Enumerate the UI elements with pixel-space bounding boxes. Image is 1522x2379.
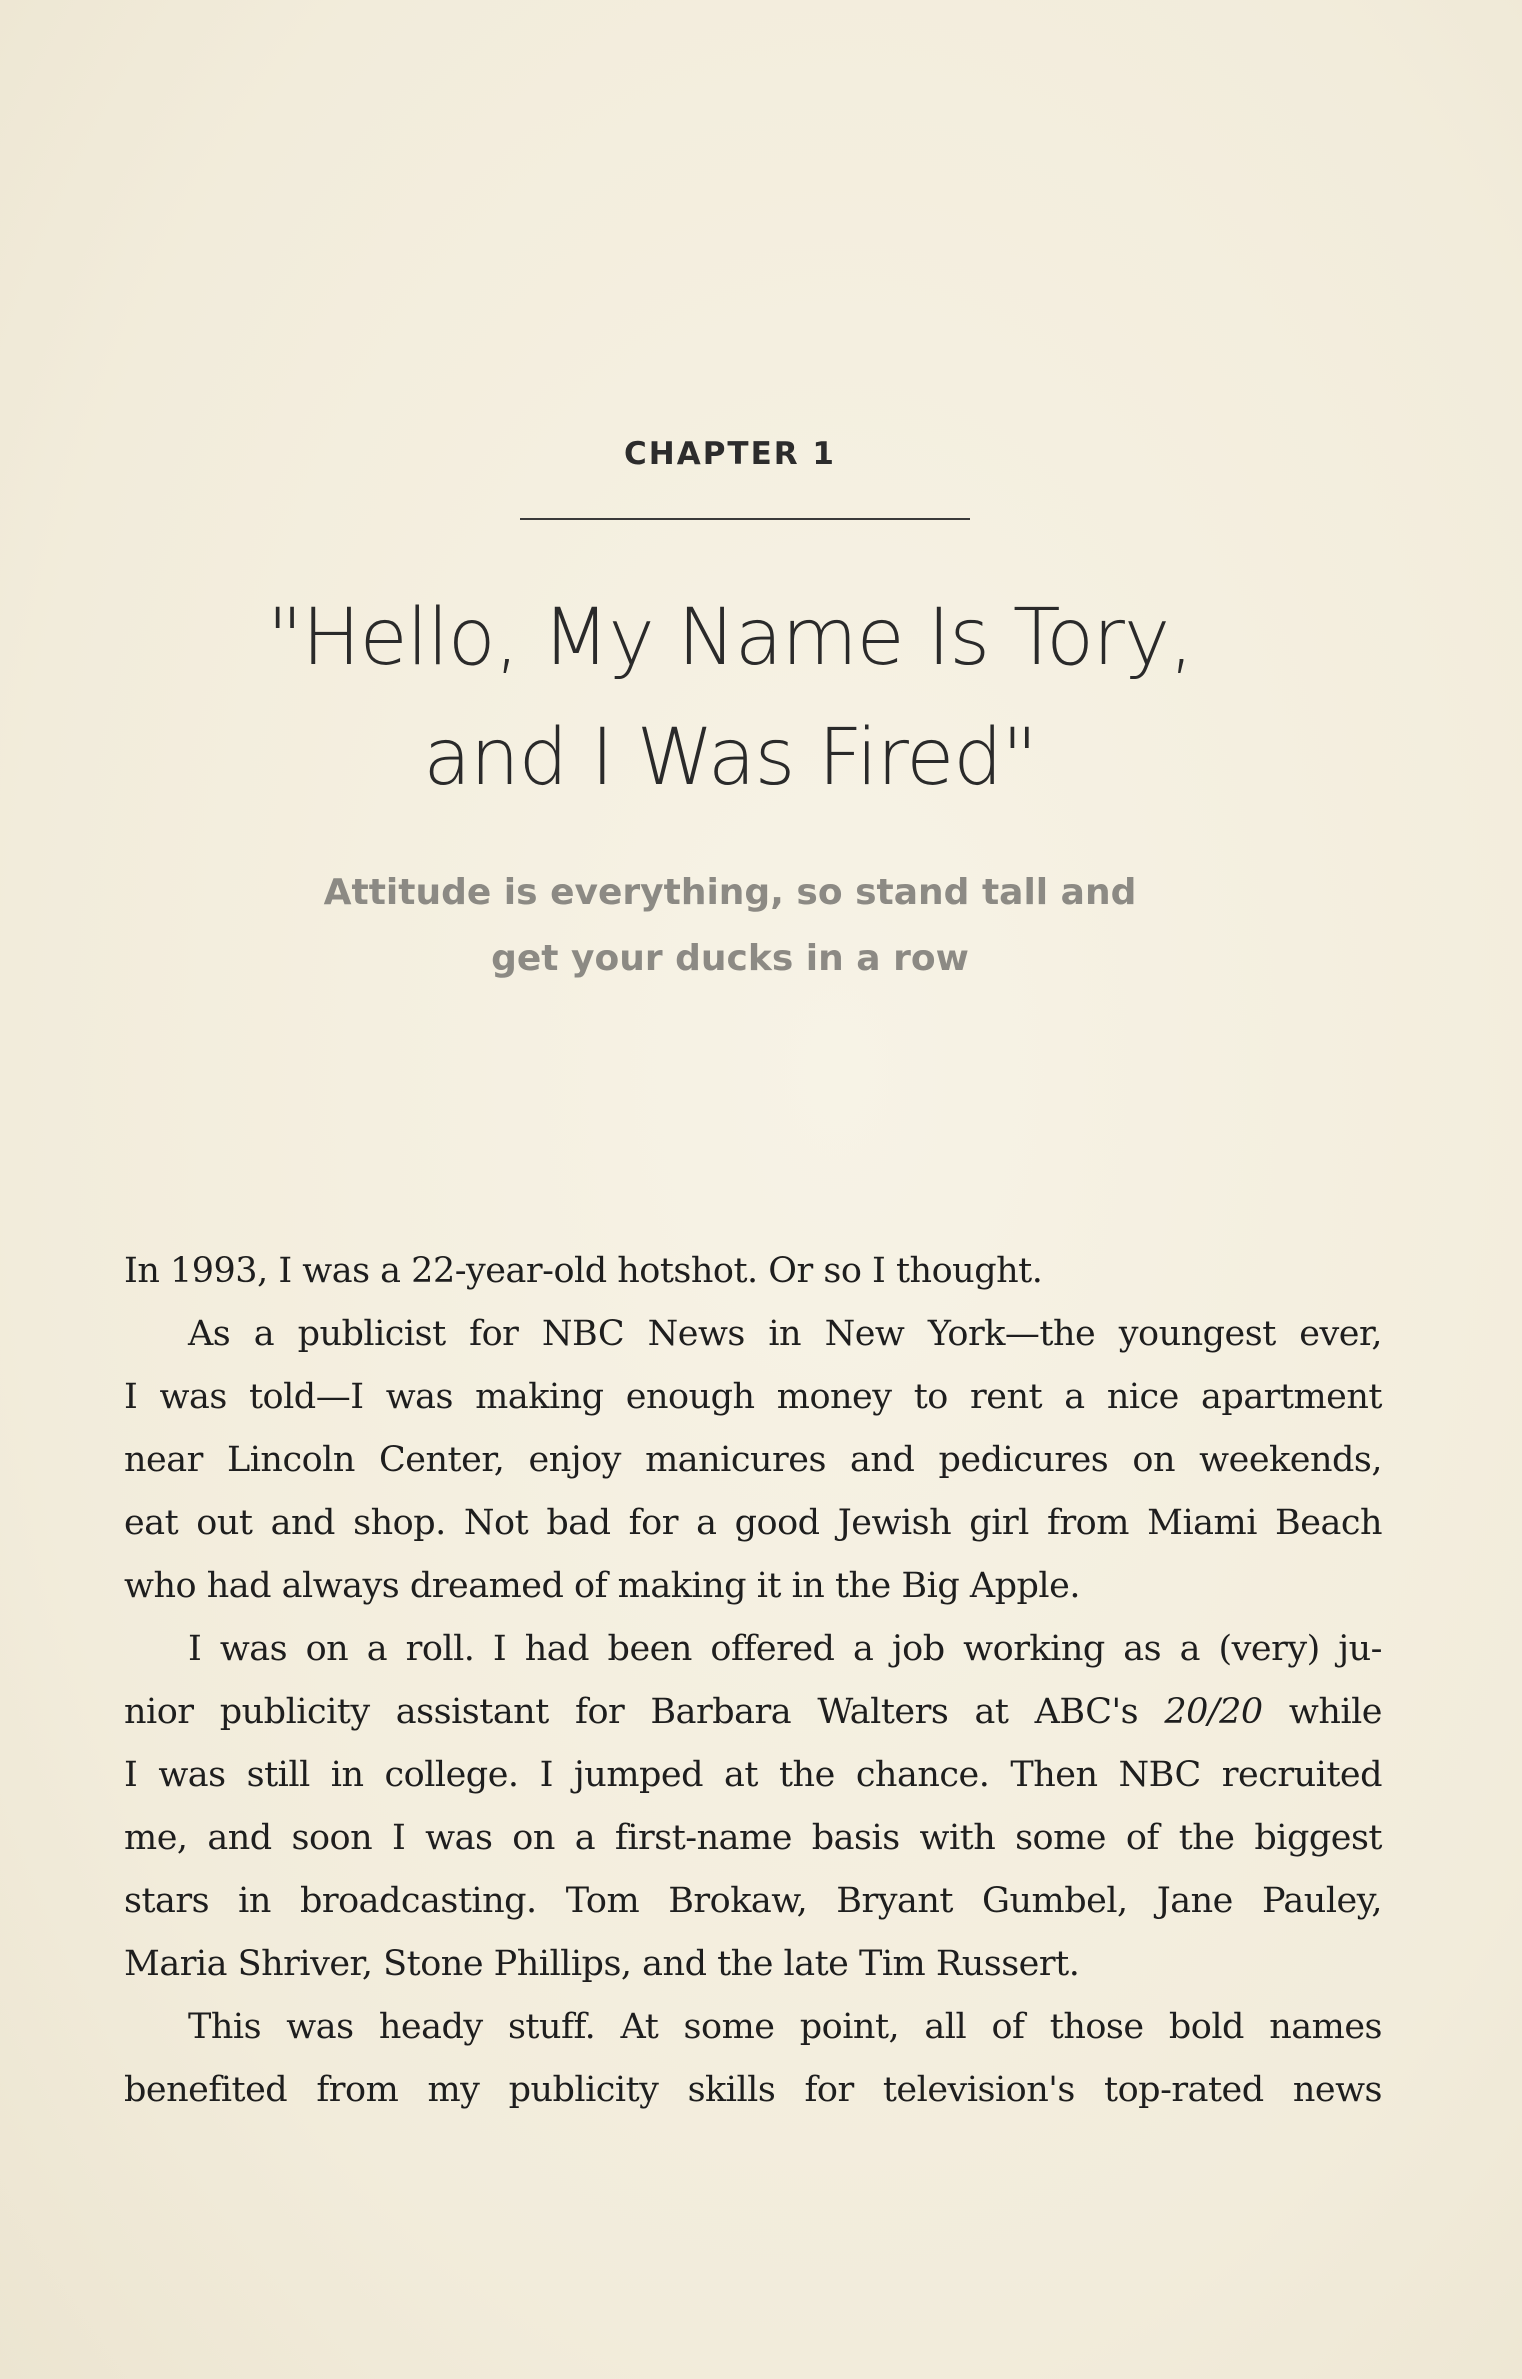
body-line-8 bbox=[124, 1681, 1382, 1744]
chapter-subtitle-line-1: Attitude is everything, so stand tall and bbox=[323, 872, 1137, 913]
chapter-subtitle bbox=[200, 860, 1260, 992]
body-line-9: I was still in college. I jumped at the chance. Then NBC recruited bbox=[124, 1755, 1382, 1795]
body-line-6: who had always dreamed of making it in the Big Apple. bbox=[124, 1566, 1080, 1606]
program-title: 20/20 bbox=[1164, 1692, 1263, 1732]
body-line-2: As a publicist for NBC News in New York—the youngest ever, bbox=[188, 1314, 1382, 1354]
body-line-8-end: while bbox=[1262, 1692, 1383, 1732]
chapter-label: CHAPTER 1 bbox=[624, 436, 836, 472]
body-line-7: I was on a roll. I had been offered a job working as a (very) ju- bbox=[188, 1629, 1382, 1669]
body-line-5: eat out and shop. Not bad for a good Jewish girl from Miami Beach bbox=[124, 1503, 1382, 1543]
chapter-title-line-2: and I Was Fired" bbox=[423, 713, 1037, 803]
chapter-title-line-1: "Hello, My Name Is Tory, bbox=[267, 593, 1193, 683]
body-line-8-start: nior publicity assistant for Barbara Walters at ABC's bbox=[124, 1692, 1165, 1732]
body-line-1: In 1993, I was a 22-year-old hotshot. Or so I thought. bbox=[124, 1251, 1043, 1291]
chapter-title bbox=[120, 578, 1340, 818]
body-line-4: near Lincoln Center, enjoy manicures and pedicures on weekends, bbox=[124, 1440, 1382, 1480]
body-line-13: This was heady stuff. At some point, all of those bold names bbox=[188, 2007, 1382, 2047]
body-text bbox=[124, 1240, 1382, 2122]
body-line-12: Maria Shriver, Stone Phillips, and the late Tim Russert. bbox=[124, 1944, 1080, 1984]
body-line-14: benefited from my publicity skills for television's top-rated news bbox=[124, 2070, 1382, 2110]
chapter-subtitle-line-2: get your ducks in a row bbox=[491, 938, 969, 979]
body-line-10: me, and soon I was on a first-name basis with some of the biggest bbox=[124, 1818, 1382, 1858]
body-line-11: stars in broadcasting. Tom Brokaw, Bryant Gumbel, Jane Pauley, bbox=[124, 1881, 1382, 1921]
chapter-divider bbox=[520, 518, 970, 520]
body-line-3: I was told—I was making enough money to rent a nice apartment bbox=[124, 1377, 1382, 1417]
